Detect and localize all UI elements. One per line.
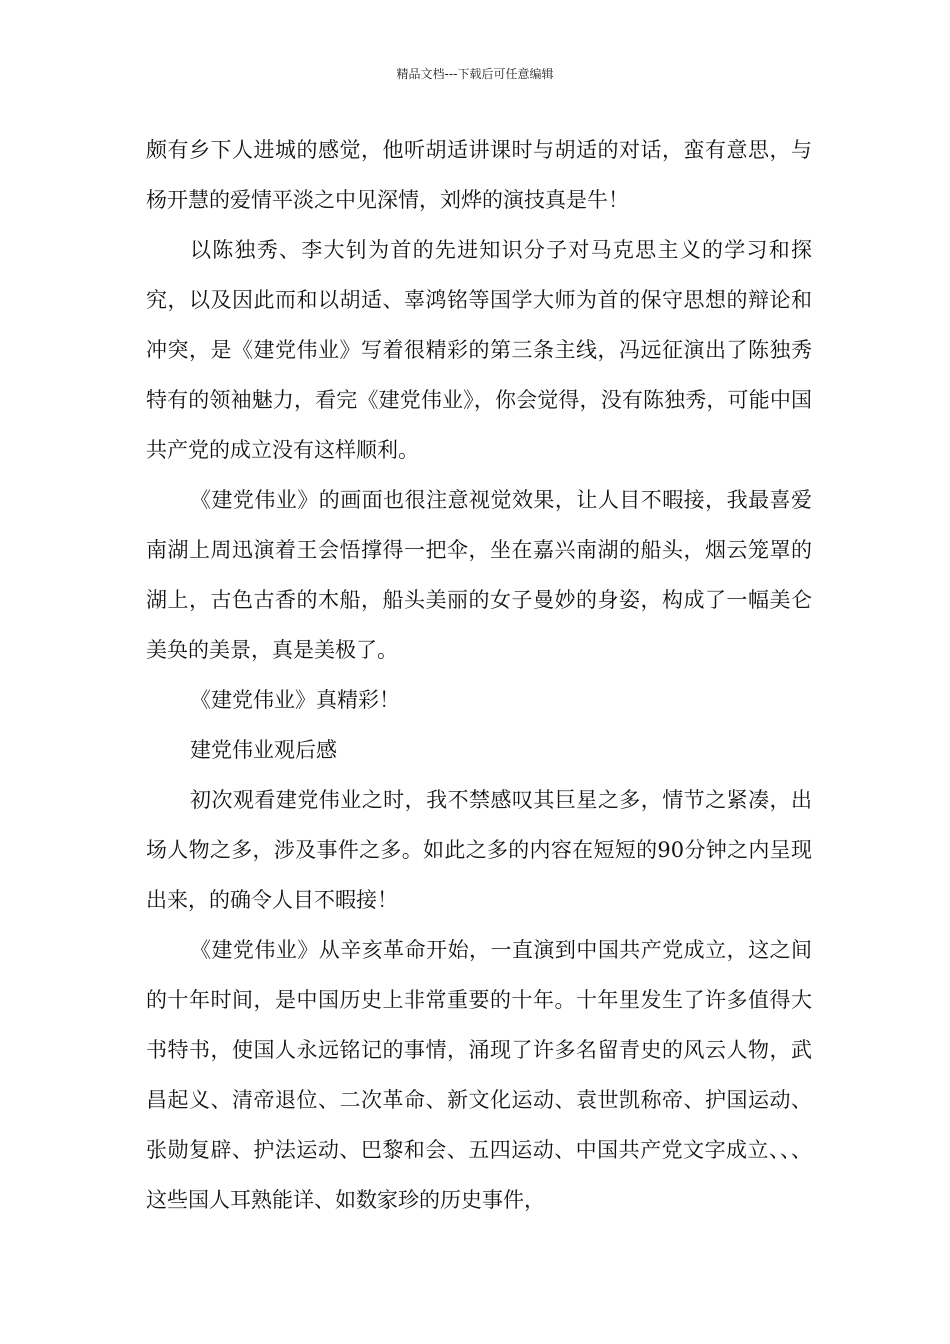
paragraph-3: 《建党伟业》的画面也很注意视觉效果，让人目不暇接，我最喜爱南湖上周迅演着王会悟撑得一把伞，坐在嘉兴南湖的船头，烟云笼罩的湖上，古色古香的木船，船头美丽的女子曼妙的身姿，构成了一幅美仑美奂的美景，真是美极了。	[146, 488, 812, 662]
document-body	[146, 125, 812, 1225]
page-header: 精品文档---下载后可任意编辑	[396, 67, 554, 81]
paragraph-1: 颇有乡下人进城的感觉，他听胡适讲课时与胡适的对话，蛮有意思，与杨开慧的爱情平淡之中见深情，刘烨的演技真是牛！	[146, 138, 812, 212]
paragraph-2: 以陈独秀、李大钊为首的先进知识分子对马克思主义的学习和探究，以及因此而和以胡适、辜鸿铭等国学大师为首的保守思想的辩论和冲突，是《建党伟业》写着很精彩的第三条主线，冯远征演出了陈独秀特有的领袖魅力，看完《建党伟业》，你会觉得，没有陈独秀，可能中国共产党的成立没有这样顺利。	[146, 238, 812, 462]
paragraph-6: 《建党伟业》从辛亥革命开始，一直演到中国共产党成立，这之间的十年时间，是中国历史上非常重要的十年。十年里发生了许多值得大书特书，使国人永远铭记的事情，涌现了许多名留青史的风云人物，武昌起义、清帝退位、二次革命、新文化运动、袁世凯称帝、护国运动、张勋复辟、护法运动、巴黎和会、五四运动、中国共产党文字成立、、、这些国人耳熟能详、如数家珍的历史事件，	[146, 938, 812, 1212]
paragraph-5: 初次观看建党伟业之时，我不禁感叹其巨星之多，情节之紧凑，出场人物之多，涉及事件之多。如此之多的内容在短短的90分钟之内呈现出来，的确令人目不暇接！	[146, 788, 812, 912]
section-title: 建党伟业观后感	[190, 738, 337, 762]
paragraph-4: 《建党伟业》真精彩！	[190, 688, 400, 712]
